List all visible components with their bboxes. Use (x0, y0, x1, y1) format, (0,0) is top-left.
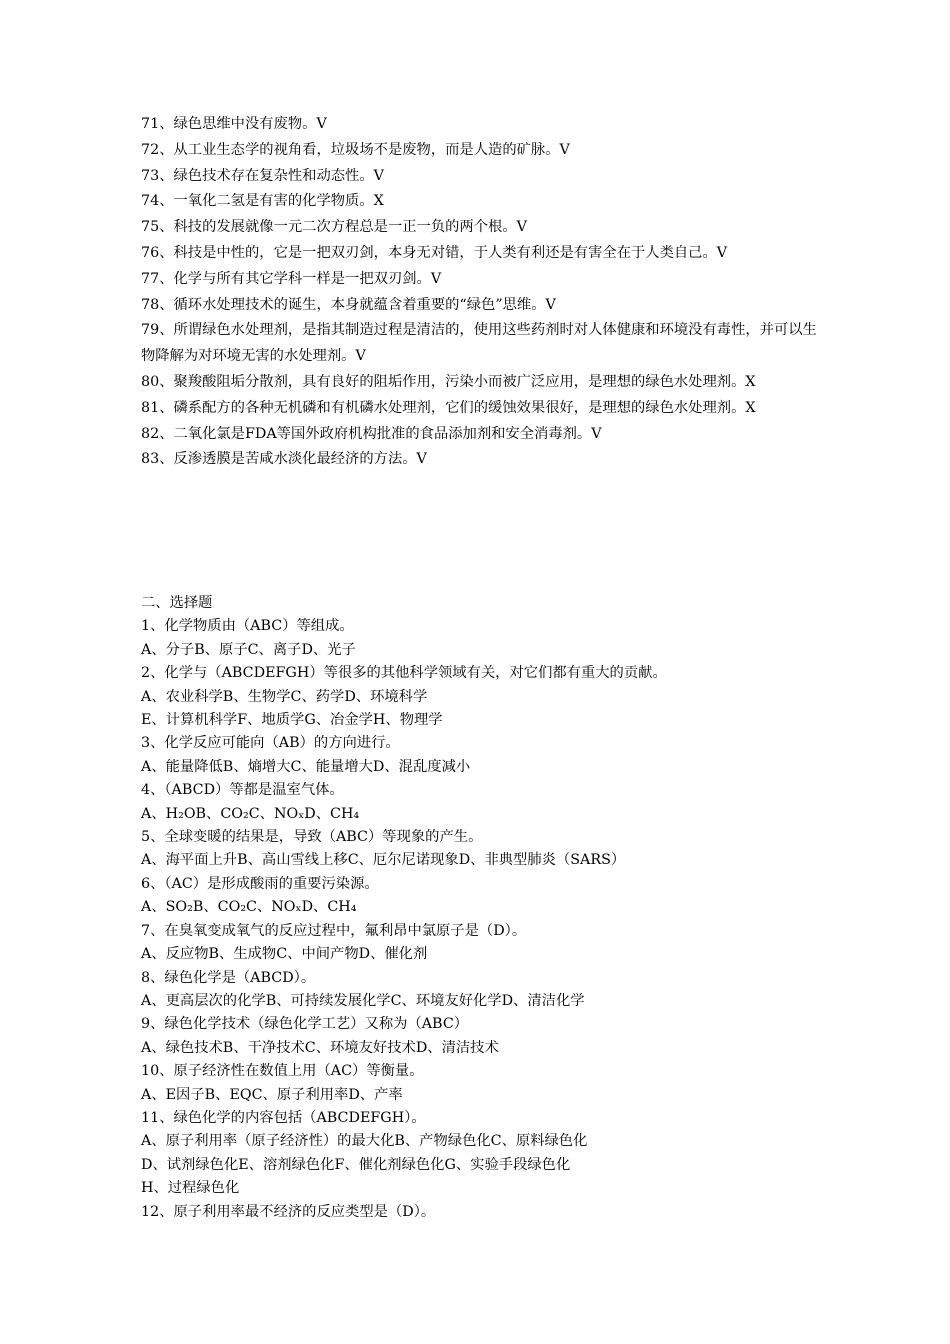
choice-line: A、原子利用率（原子经济性）的最大化B、产物绿色化C、原料绿色化 (141, 1133, 588, 1150)
tf-item-82: 82、二氧化氯是FDA等国外政府机构批准的食品添加剂和安全消毒剂。V (141, 425, 602, 442)
tf-item-81: 81、磷系配方的各种无机磷和有机磷水处理剂，它们的缓蚀效果很好，是理想的绿色水处理剂。X (141, 399, 756, 416)
choice-line: 11、绿色化学的内容包括（ABCDEFGH）。 (141, 1109, 426, 1126)
choice-line: 5、全球变暖的结果是，导致（ABC）等现象的产生。 (141, 829, 483, 846)
choice-line: A、反应物B、生成物C、中间产物D、催化剂 (141, 946, 428, 963)
choice-line: 2、化学与（ABCDEFGH）等很多的其他科学领域有关，对它们都有重大的贡献。 (141, 665, 667, 682)
choice-line: A、分子B、原子C、离子D、光子 (141, 641, 356, 658)
choice-line: A、绿色技术B、干净技术C、环境友好技术D、清洁技术 (141, 1039, 499, 1056)
tf-item-83: 83、反渗透膜是苦咸水淡化最经济的方法。V (141, 451, 427, 468)
choice-line: 4、（ABCD）等都是温室气体。 (141, 782, 344, 799)
tf-item-76: 76、科技是中性的，它是一把双刃剑，本身无对错，于人类有利还是有害全在于人类自己。V (141, 244, 728, 261)
choice-line: A、E因子B、EQC、原子利用率D、产率 (141, 1086, 403, 1103)
tf-item-78: 78、循环水处理技术的诞生，本身就蕴含着重要的“绿色”思维。V (141, 296, 556, 313)
tf-item-72: 72、从工业生态学的视角看，垃圾场不是废物，而是人造的矿脉。V (141, 141, 570, 158)
choice-line: D、试剂绿色化E、溶剂绿色化F、催化剂绿色化G、实验手段绿色化 (141, 1156, 571, 1173)
tf-item-75: 75、科技的发展就像一元二次方程总是一正一负的两个根。V (141, 219, 527, 236)
multiple-choice-section (141, 592, 821, 1224)
true-false-section (141, 112, 821, 473)
choice-line: E、计算机科学F、地质学G、冶金学H、物理学 (141, 712, 443, 729)
choice-line: 8、绿色化学是（ABCD）。 (141, 969, 316, 986)
tf-item-74: 74、一氧化二氢是有害的化学物质。X (141, 193, 384, 210)
choice-line: 1、化学物质由（ABC）等组成。 (141, 618, 354, 635)
choice-line: 10、原子经济性在数值上用（AC）等衡量。 (141, 1063, 424, 1080)
choice-line: 6、（AC）是形成酸雨的重要污染源。 (141, 875, 379, 892)
choice-line: A、海平面上升B、高山雪线上移C、厄尔尼诺现象D、非典型肺炎（SARS） (141, 852, 626, 869)
tf-item-77: 77、化学与所有其它学科一样是一把双刃剑。V (141, 270, 442, 287)
tf-item-80: 80、聚羧酸阻垢分散剂，具有良好的阻垢作用，污染小而被广泛应用，是理想的绿色水处理剂。X (141, 373, 756, 390)
choice-line: A、H₂OB、CO₂C、NOₓD、CH₄ (141, 805, 360, 822)
choice-line: A、能量降低B、熵增大C、能量增大D、混乱度减小 (141, 758, 471, 775)
choice-line: A、农业科学B、生物学C、药学D、环境科学 (141, 688, 428, 705)
choice-line: 12、原子利用率最不经济的反应类型是（D）。 (141, 1203, 436, 1220)
choice-line: A、SO₂B、CO₂C、NOₓD、CH₄ (141, 899, 357, 916)
choice-line: H、过程绿色化 (141, 1180, 240, 1197)
choice-line: A、更高层次的化学B、可持续发展化学C、环境友好化学D、清洁化学 (141, 992, 585, 1009)
tf-item-71: 71、绿色思维中没有废物。V (141, 116, 327, 132)
choice-line: 3、化学反应可能向（AB）的方向进行。 (141, 735, 400, 752)
choice-line: 9、绿色化学技术（绿色化学工艺）又称为（ABC） (141, 1016, 469, 1033)
choice-line: 7、在臭氧变成氧气的反应过程中，氟利昂中氯原子是（D）。 (141, 922, 527, 939)
section-title: 二、选择题 (141, 595, 213, 611)
tf-item-73: 73、绿色技术存在复杂性和动态性。V (141, 167, 384, 184)
tf-item-79: 79、所谓绿色水处理剂，是指其制造过程是清洁的，使用这些药剂时对人体健康和环境没有毒性，并可以生物降解为对环境无害的水处理剂。V (141, 322, 817, 365)
